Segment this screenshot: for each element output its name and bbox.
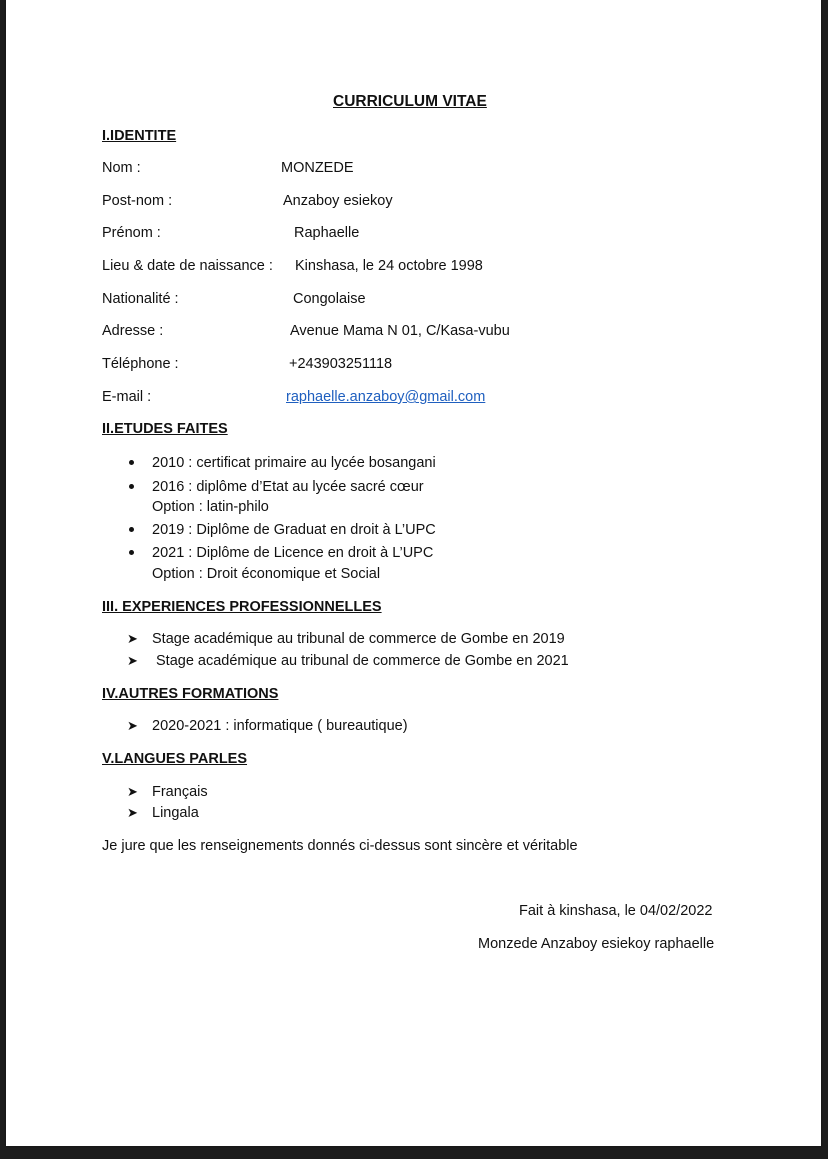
document-title: CURRICULUM VITAE — [333, 93, 487, 110]
experience-item-1: Stage académique au tribunal de commerce de Gombe en 2019 — [152, 631, 565, 647]
value-birth: Kinshasa, le 24 octobre 1998 — [295, 258, 483, 274]
label-email: E-mail : — [102, 389, 152, 405]
bullet-icon — [129, 484, 134, 489]
section-heading-identity: I.IDENTITE — [102, 128, 177, 144]
label-prenom: Prénom : — [102, 225, 161, 241]
declaration-text: Je jure que les renseignements donnés ci-dessus sont sincère et véritable — [102, 838, 578, 854]
value-address: Avenue Mama N 01, C/Kasa-vubu — [290, 323, 510, 339]
study-item-2-option: Option : latin-philo — [152, 499, 269, 515]
experience-item-2: Stage académique au tribunal de commerce de Gombe en 2021 — [156, 653, 569, 669]
label-address: Adresse : — [102, 323, 164, 339]
arrow-bullet-icon: ➤ — [127, 784, 138, 799]
section-heading-languages: V.LANGUES PARLES — [102, 751, 248, 767]
label-post-nom: Post-nom : — [102, 193, 173, 209]
value-prenom: Raphaelle — [294, 225, 360, 241]
arrow-bullet-icon: ➤ — [127, 805, 138, 820]
language-item-2: Lingala — [152, 805, 199, 821]
study-item-4-option: Option : Droit économique et Social — [152, 566, 381, 582]
study-item-1: 2010 : certificat primaire au lycée bosangani — [152, 455, 436, 471]
arrow-bullet-icon: ➤ — [127, 718, 138, 733]
study-item-4: 2021 : Diplôme de Licence en droit à L’UPC — [152, 545, 434, 561]
value-phone: +243903251118 — [289, 356, 393, 372]
label-nom: Nom : — [102, 160, 141, 176]
section-heading-training: IV.AUTRES FORMATIONS — [102, 686, 279, 702]
label-phone: Téléphone : — [102, 356, 179, 372]
bullet-icon — [129, 460, 134, 465]
label-nationality: Nationalité : — [102, 291, 179, 307]
value-nationality: Congolaise — [293, 291, 366, 307]
bullet-icon — [129, 527, 134, 532]
training-item-1: 2020-2021 : informatique ( bureautique) — [152, 718, 408, 734]
signature-place-date: Fait à kinshasa, le 04/02/2022 — [519, 903, 713, 919]
label-birth: Lieu & date de naissance : — [102, 258, 273, 274]
arrow-bullet-icon: ➤ — [127, 631, 138, 646]
study-item-2: 2016 : diplôme d’Etat au lycée sacré cœur — [152, 479, 424, 495]
value-post-nom: Anzaboy esiekoy — [283, 193, 393, 209]
study-item-3: 2019 : Diplôme de Graduat en droit à L’UPC — [152, 522, 436, 538]
value-nom: MONZEDE — [281, 160, 354, 176]
email-link[interactable]: raphaelle.anzaboy@gmail.com — [286, 389, 486, 405]
section-heading-experience: III. EXPERIENCES PROFESSIONNELLES — [102, 599, 382, 615]
signature-name: Monzede Anzaboy esiekoy raphaelle — [478, 936, 715, 952]
section-heading-studies: II.ETUDES FAITES — [102, 421, 228, 437]
arrow-bullet-icon: ➤ — [127, 653, 138, 668]
bullet-icon — [129, 550, 134, 555]
language-item-1: Français — [152, 784, 208, 800]
document-page — [6, 0, 821, 1146]
